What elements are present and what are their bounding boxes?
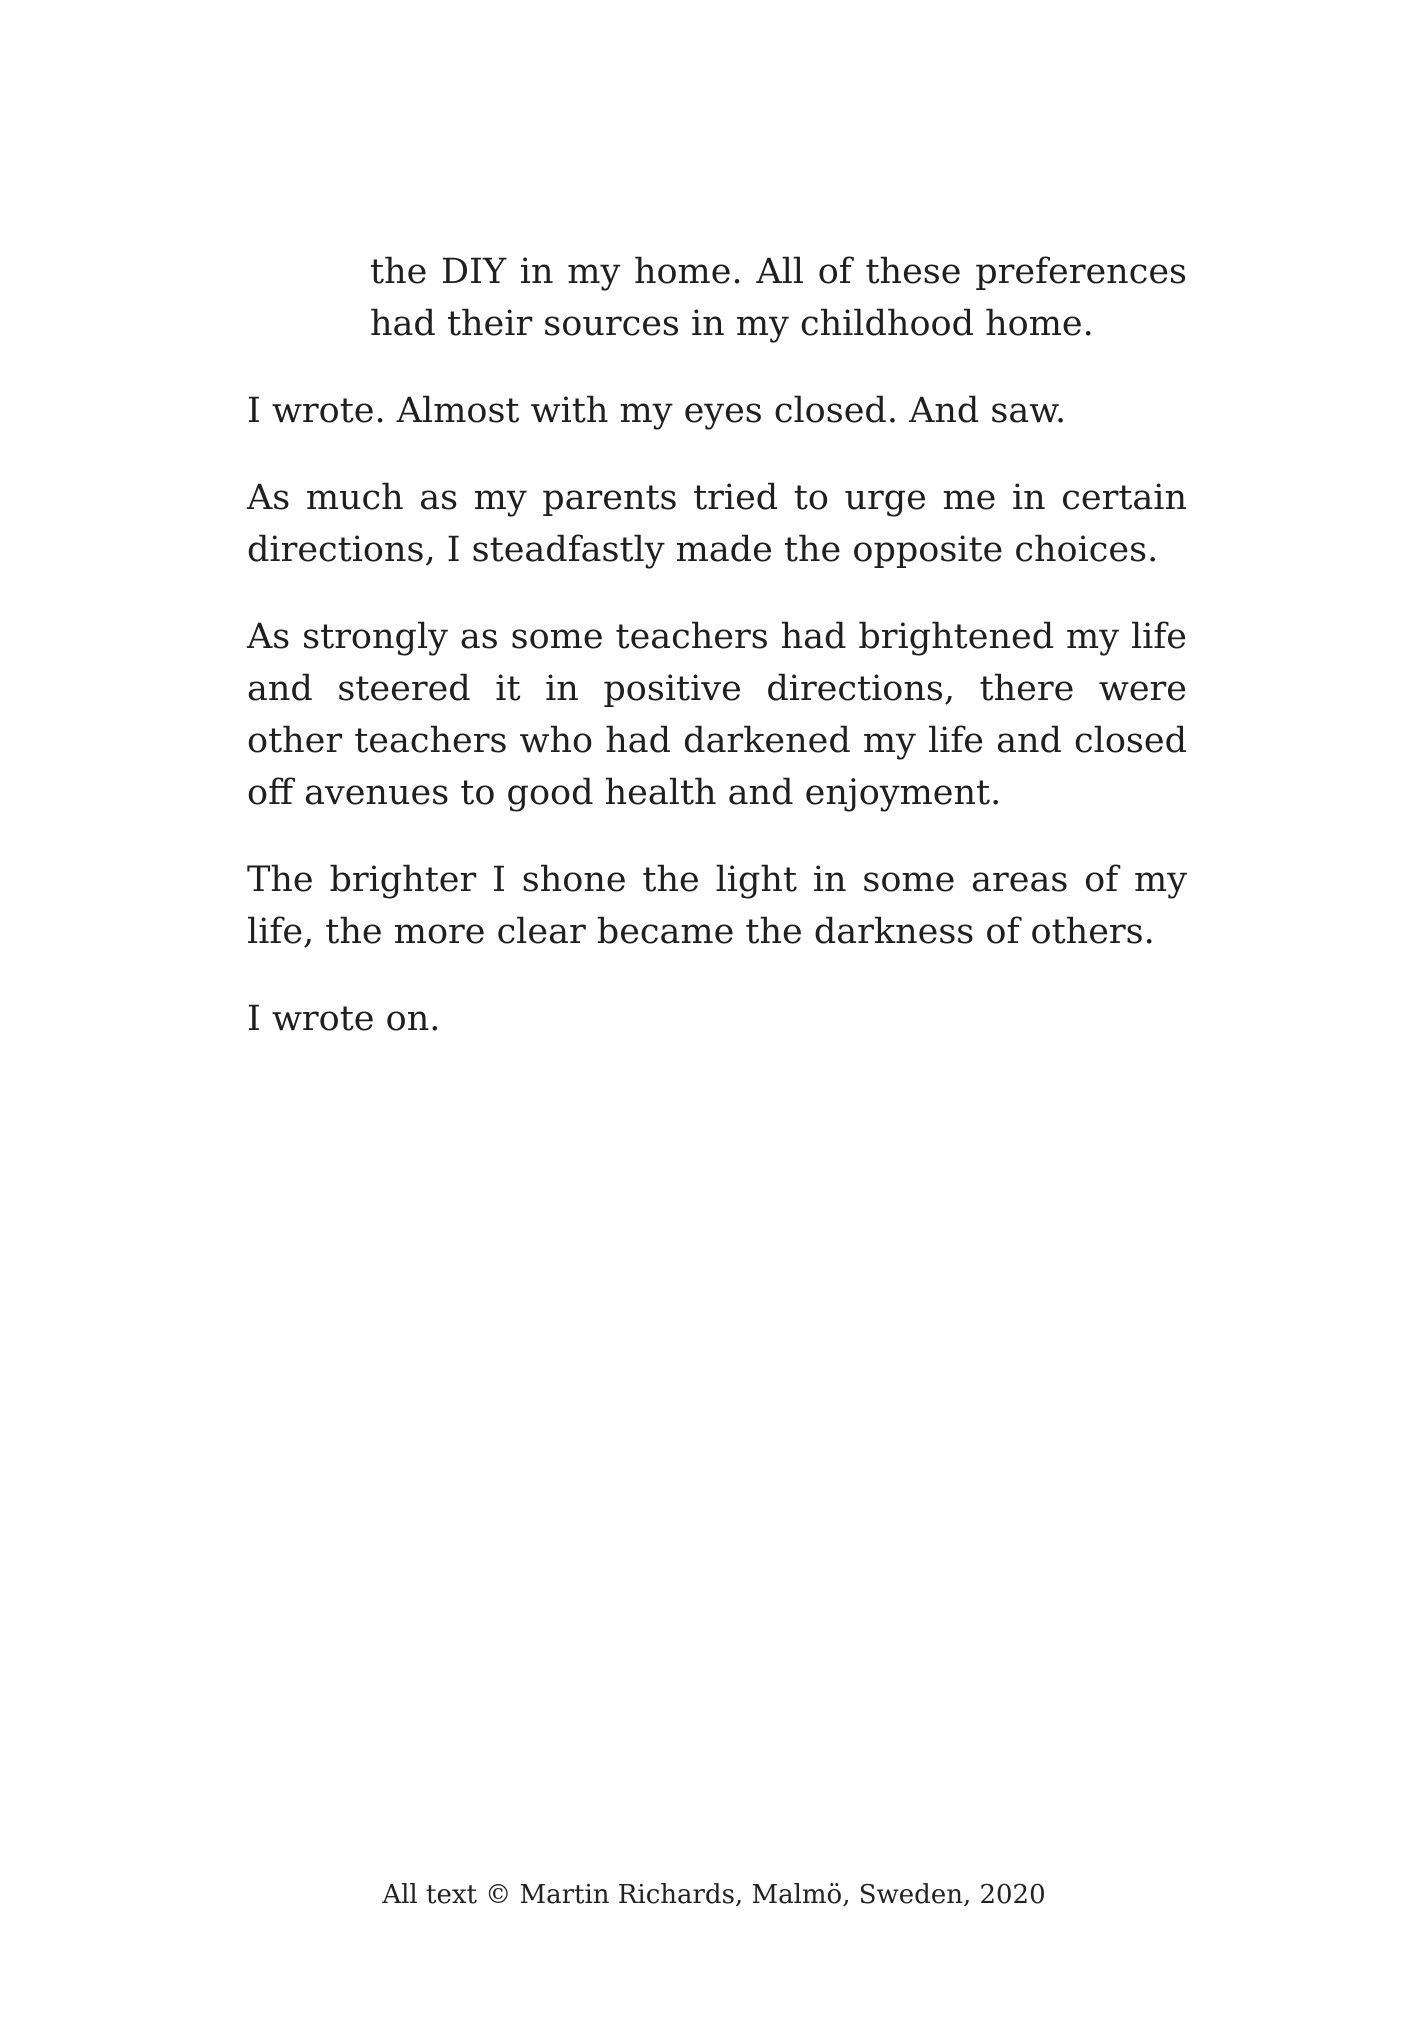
paragraph-parents: As much as my parents tried to urge me in certain directions, I steadfastly made the opposite choices.: [247, 478, 1187, 570]
indented-paragraph: the DIY in my home. All of these preferences had their sources in my childhood home.: [370, 252, 1187, 344]
paragraph-i-wrote: I wrote. Almost with my eyes closed. And saw.: [247, 391, 1067, 431]
paragraph-teachers: As strongly as some teachers had brightened my life and steered it in positive directions, there were other teachers who had darkened my life and closed off avenues to good health and enjoyment.: [247, 617, 1187, 813]
copyright-footer: All text © Martin Richards, Malmö, Sweden, 2020: [382, 1880, 1046, 1910]
paragraph-wrote-on: I wrote on.: [247, 999, 441, 1039]
paragraph-brighter: The brighter I shone the light in some areas of my life, the more clear became the darkness of others.: [247, 860, 1187, 952]
body-text: [247, 246, 1187, 1080]
